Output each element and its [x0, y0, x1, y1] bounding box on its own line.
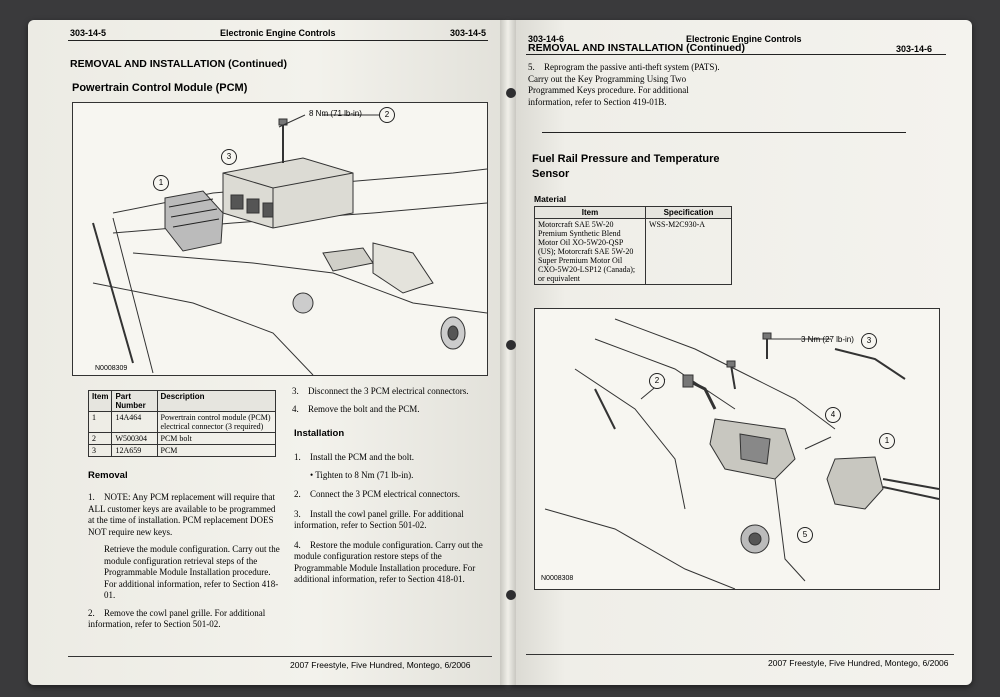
list-item: Retrieve the module configuration. Carry out the module configuration retrieval steps of the Programmable Module Installation procedure. For additional information, refer to Section 418-01. — [104, 544, 280, 600]
table-row — [89, 445, 276, 457]
table-cell: 3 — [89, 445, 112, 457]
table-cell: PCM — [157, 445, 276, 457]
pcm-figure — [72, 102, 488, 376]
header-rule — [526, 54, 946, 55]
table-row — [535, 219, 732, 285]
list-item: 5. Reprogram the passive anti-theft system (PATS). Carry out the Key Programming Using Two Programmed Keys procedure. For additional information, refer to Section 419-01B. — [528, 62, 720, 107]
right-page-number-right: 303-14-6 — [896, 44, 933, 54]
table-row — [89, 412, 276, 433]
binder-hole — [506, 340, 516, 350]
list-item: 1. NOTE: Any PCM replacement will require that ALL customer keys are available to be programmed at the time of installation. PCM replacement DOES NOT require new keys. — [88, 492, 276, 537]
table-cell: Powertrain control module (PCM) electrical connector (3 required) — [157, 412, 276, 433]
figure-id: N0008308 — [541, 575, 574, 582]
table-cell: Motorcraft SAE 5W-20 Premium Synthetic Blend Motor Oil XO-5W20-QSP (US); Motorcraft SAE 5W-20 Super Premium Motor Oil CXO-5W20-LSP12 (Canada); or equivalent — [535, 219, 646, 285]
footer-rule — [68, 656, 492, 657]
fuel-sensor-figure — [534, 308, 940, 590]
torque-label: 8 Nm (71 lb-in) — [309, 109, 362, 118]
binder-hole — [506, 590, 516, 600]
book-spine — [500, 20, 516, 685]
right-page-number: 303-14-6 — [528, 34, 565, 44]
parts-table — [88, 390, 276, 457]
right-section-title: REMOVAL AND INSTALLATION (Continued) — [528, 42, 745, 54]
list-item: • Tighten to 8 Nm (71 lb-in). — [310, 469, 414, 480]
torque-label: 3 Nm (27 lb-in) — [801, 335, 854, 344]
table-cell: 12A659 — [112, 445, 157, 457]
footer-rule — [526, 654, 954, 655]
header-rule — [68, 40, 488, 41]
list-item: 3. Disconnect the 3 PCM electrical connectors. — [292, 386, 469, 396]
list-item: 2. Connect the 3 PCM electrical connectors. — [294, 489, 460, 499]
table-header: Item — [535, 207, 646, 219]
step-5 — [528, 62, 734, 114]
pcm-illustration — [73, 103, 487, 375]
table-cell: 1 — [89, 412, 112, 433]
table-header: Description — [157, 391, 276, 412]
table-header: Item — [89, 391, 112, 412]
callout-2: 2 — [649, 373, 665, 389]
list-item: 2. Remove the cowl panel grille. For additional information, refer to Section 501-02. — [88, 607, 266, 629]
figure-id: N0008309 — [95, 365, 128, 372]
left-section-title: REMOVAL AND INSTALLATION (Continued) — [70, 58, 287, 70]
removal-steps — [88, 492, 284, 637]
right-header-title: Electronic Engine Controls — [686, 34, 802, 44]
callout-1: 1 — [879, 433, 895, 449]
callout-4: 4 — [825, 407, 841, 423]
left-header-title: Electronic Engine Controls — [220, 28, 336, 38]
table-header: Part Number — [112, 391, 157, 412]
section-divider — [542, 132, 906, 133]
removal-steps-continued — [292, 386, 488, 421]
right-footer: 2007 Freestyle, Five Hundred, Montego, 6/2006 — [768, 658, 949, 668]
callout-3: 3 — [221, 149, 237, 165]
pcm-heading: Powertrain Control Module (PCM) — [72, 82, 248, 94]
table-cell: WSS-M2C930-A — [646, 219, 732, 285]
list-item: 1. Install the PCM and the bolt. — [294, 452, 414, 462]
removal-heading: Removal — [88, 470, 128, 481]
list-item: 3. Install the cowl panel grille. For additional information, refer to Section 501-02. — [294, 508, 464, 530]
left-page-number-right: 303-14-5 — [450, 28, 487, 38]
left-page-number: 303-14-5 — [70, 28, 107, 38]
installation-steps — [294, 452, 490, 592]
callout-5: 5 — [797, 527, 813, 543]
table-header: Specification — [646, 207, 732, 219]
callout-2: 2 — [379, 107, 395, 123]
left-footer: 2007 Freestyle, Five Hundred, Montego, 6/2006 — [290, 660, 471, 670]
table-cell: W500304 — [112, 433, 157, 445]
list-item: 4. Remove the bolt and the PCM. — [292, 403, 420, 414]
table-cell: PCM bolt — [157, 433, 276, 445]
installation-heading: Installation — [294, 428, 345, 439]
fuel-rail-heading: Fuel Rail Pressure and Temperature Sensor — [532, 153, 720, 180]
table-row — [89, 433, 276, 445]
table-cell: 2 — [89, 433, 112, 445]
callout-3: 3 — [861, 333, 877, 349]
table-cell: 14A464 — [112, 412, 157, 433]
fuel-sensor-illustration — [535, 309, 939, 589]
binder-hole — [506, 88, 516, 98]
material-label: Material — [534, 194, 567, 204]
material-table — [534, 206, 732, 285]
callout-1: 1 — [153, 175, 169, 191]
list-item: 4. Restore the module configuration. Carry out the module configuration restore steps of the Programmable Module Installation procedure. For additional information, refer to Section 418-01. — [294, 539, 483, 584]
